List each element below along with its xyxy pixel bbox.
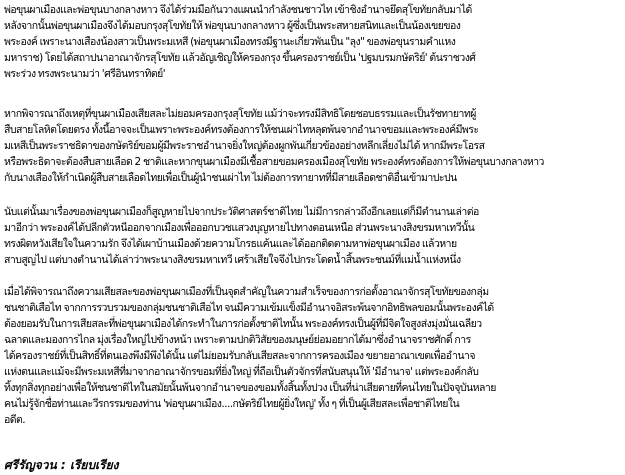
- paragraph-spacer: [4, 268, 620, 284]
- text-line: หรือพระธิดาจะต้องสืบสายเลือด 2 ชาติและหากขุนผาเมืองมีเชื้อสายขอมครองเมืองสุโขทัย พระองค์ทรงต้องการให้พ่อขุนบางกลางหาว: [4, 156, 544, 168]
- text-line: กับนางเสืองให้กำเนิดผู้สืบสายเลือดไทยเพื่อเป็นผู้นำชนเผ่าไท ไม่ต้องการทายาทที่มีสายเลือดชาติอื่นเข้ามาปะปน: [4, 172, 457, 184]
- text-line: มเหสีเป็นพระราชธิดาของกษัตริย์ขอมผู้มีพระราชอำนาจยิ่งใหญ่ต้องผูกพันเกี่ยวข้องอย่างหลีกเลี่ยงไม่ได้ หากมีพระโอรส: [4, 140, 485, 152]
- text-line: ต้องยอมรับในการเสียสละที่พ่อขุนผาเมืองได้กระทำในการก่อตั้งชาติไทนั้น พระองค์ทรงเป็นผู้ที่มีจิตใจสูงส่งมุ่งมั่นเฉลียว: [4, 318, 482, 330]
- text-line: มาอีกว่า พระองค์ได้ปลีกตัวหนีออกจากเมืองเพื่อออกบวชแสวงบุญหายไปทางตอนเหนือ ส่วนพระนางสิงขรมหาเทวีนั้น: [4, 222, 475, 234]
- text-line: สาบสูญไป แต่บางตำนานได้เล่าว่าพระนางสิงขรมหาเทวี เศร้าเสียใจจึงไปกระโดดน้ำสิ้นพระชนม์ที่แม่น้ำแห่งหนึ่ง: [4, 254, 461, 266]
- text-line: พ่อขุนผาเมืองและพ่อขุนบางกลางหาว จึงได้ร่วมมือกันวางแผนนำกำลังชนชาวไท เข้าชิงอำนาจยึดสุโขทัยกลับมาได้: [4, 4, 472, 16]
- text-line: มหาราช) โดยได้สถาปนาอาณาจักรสุโขทัย แล้วอัญเชิญให้ครองกรุง ขึ้นครองราชย์เป็น 'ปฐมบรมกษัตริย์' ต้นราชวงศ์: [4, 52, 476, 64]
- text-line: อดีต.: [4, 414, 26, 426]
- text-line: แห่งตนและแม้จะมีพระมเหสีที่มาจากอาณาจักรขอมที่ยิ่งใหญ่ ที่ถือเป็นตัวจักรที่สนับสนุนให้ 'มีอำนาจ' แต่พระองค์กลับ: [4, 366, 479, 378]
- paragraph-founding: [4, 2, 620, 82]
- paragraph-spacer: [4, 428, 620, 456]
- paragraph-spacer: [4, 186, 620, 204]
- paragraph-sacrifice: [4, 284, 620, 428]
- text-line: ฉลาดและมองการไกล มุ่งเรื่องใหญ่ไปข้างหน้า เพราะตามปกติวิสัยของมนุษย์ย่อมอยากได้มาซึ่งอำนาจราชศักดิ์ การ: [4, 334, 471, 346]
- paragraph-spacer: [4, 82, 620, 106]
- article-body: [4, 2, 620, 475]
- text-line: หากพิจารณาถึงเหตุที่ขุนผาเมืองเสียสละไม่ยอมครองกรุงสุโขทัย แม้ว่าจะทรงมีสิทธิโดยชอบธรรมและเป็นรัชทายาทผู้: [4, 108, 476, 120]
- paragraph-reasons: [4, 106, 620, 186]
- author-signature: ศรีรัญจวน : เรียบเรียง: [4, 458, 119, 472]
- text-line: เมื่อได้พิจารณาถึงความเสียสละของพ่อขุนผาเมืองที่เป็นจุดสำคัญในความสำเร็จของการก่อตั้งอาณาจักรสุโขทัยของกลุ่ม: [4, 286, 489, 298]
- text-line: พระองค์ เพราะนางเสืองน้องสาวเป็นพระมเหสี (พ่อขุนผาเมืองทรงมีฐานะเกี่ยวพันเป็น "ลุง" ของพ่อขุนรามคำแหง: [4, 36, 456, 48]
- text-line: หลังจากนั้นพ่อขุนผาเมืองจึงได้มอบกรุงสุโขทัยให้ พ่อขุนบางกลางหาว ผู้ซึ่งเป็นพระสหายสนิทและเป็นน้องเขยของ: [4, 20, 461, 32]
- text-line: ได้ครองราชย์ที่เป็นสิทธิ์ที่ตนเองพึงมีพึงได้นั้น แต่ไม่ยอมรับกลับเสียสละจากการครองเมือง ขยายอาณาเขตเพื่ออำนาจ: [4, 350, 475, 362]
- paragraph-legend: [4, 204, 620, 268]
- text-line: ทิ้งทุกสิ่งทุกอย่างเพื่อให้ชนชาติไทในสมัยนั้นพ้นจากอำนาจของขอมทั้งสิ้นทั้งปวง เป็นที่น่าเสียดายที่คนไทยในปัจจุบันหลาย: [4, 382, 496, 394]
- text-line: นับแต่นั้นมาเรื่องของพ่อขุนผาเมืองก็สูญหายไปจากประวัติศาสตร์ชาติไทย ไม่มีการกล่าวถึงอีกเลยแต่ก็มีตำนานเล่าต่อ: [4, 206, 479, 218]
- text-line: สืบสายโลหิตโดยตรง ทั้งนี้อาจจะเป็นเพราะพระองค์ทรงต้องการให้ชนเผ่าไทหลุดพ้นจากอำนาจขอมและพระองค์มีพระ: [4, 124, 479, 136]
- text-line: คนไม่รู้จักชื่อท่านและวีรกรรมของท่าน 'พ่อขุนผาเมือง....กษัตริย์ไทยผู้ยิ่งใหญ่' ทั้ง ๆ ที่เป็นผู้เสียสละเพื่อชาติไทยใน: [4, 398, 460, 410]
- text-line: ชนชาติเสือไท จากการรวบรวมของกลุ่มชนชาติเสือไท จนมีความเข้มแข็งมีอำนาจอิสระพ้นจากอิทธิพลขอมนั้นพระองค์ได้: [4, 302, 494, 314]
- text-line: พระร่วง ทรงพระนามว่า 'ศรีอินทราทิตย์': [4, 68, 166, 80]
- text-line: ทรงผิดหวังเสียใจในความรัก จึงได้เผาบ้านเมืองด้วยความโกรธแค้นและได้ออกติดตามหาพ่อขุนผาเมือง แล้วหาย: [4, 238, 457, 250]
